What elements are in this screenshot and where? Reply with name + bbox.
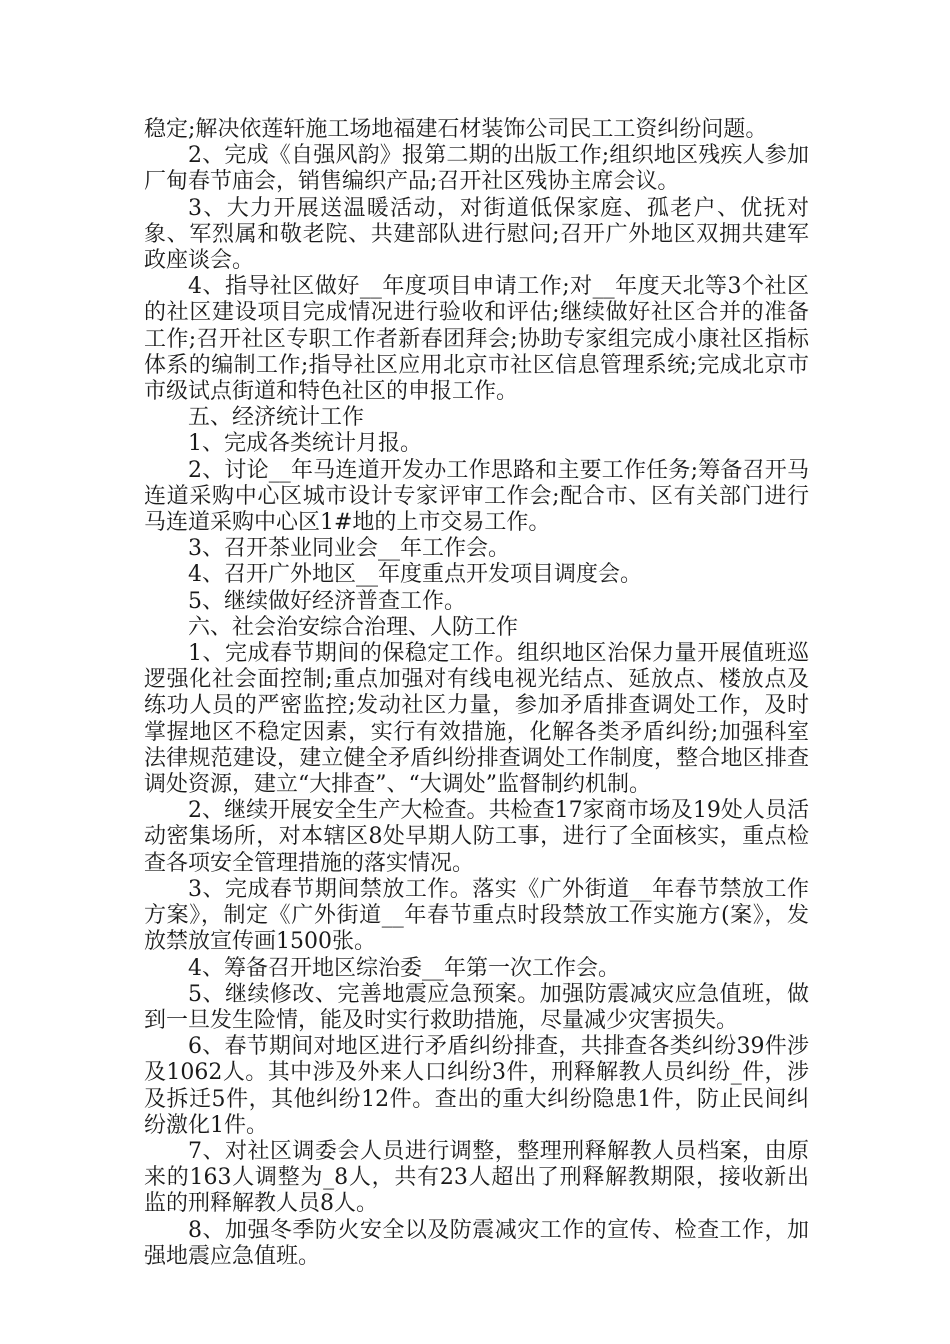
- paragraph: 2、完成《自强风韵》报第二期的出版工作;组织地区残疾人参加厂甸春节庙会，销售编织产品;召开社区残协主席会议。: [144, 143, 809, 195]
- document-body: [144, 117, 809, 1270]
- paragraph: 7、对社区调委会人员进行调整，整理刑释解教人员档案，由原来的163人调整为_8人，共有23人超出了刑释解教期限，接收新出监的刑释解教人员8人。: [144, 1138, 809, 1217]
- section-heading: 六、社会治安综合治理、人防工作: [188, 614, 519, 640]
- paragraph-continuation: 稳定;解决依莲轩施工场地福建石材装饰公司民工工资纠纷问题。: [144, 117, 768, 142]
- paragraph: 4、召开广外地区__年度重点开发项目调度会。: [188, 562, 642, 588]
- paragraph: 4、筹备召开地区综治委__年第一次工作会。: [188, 955, 620, 981]
- paragraph: 6、春节期间对地区进行矛盾纠纷排查，共排查各类纠纷39件涉及1062人。其中涉及外来人口纠纷3件，刑释解教人员纠纷_件，涉及拆迁5件，其他纠纷12件。查出的重大纠纷隐患1件，防止民间纠纷激化1件。: [144, 1034, 809, 1138]
- paragraph: 3、大力开展送温暖活动，对街道低保家庭、孤老户、优抚对象、军烈属和敬老院、共建部队进行慰问;召开广外地区双拥共建军政座谈会。: [144, 195, 809, 274]
- paragraph: 4、指导社区做好__年度项目申请工作;对__年度天北等3个社区的社区建设项目完成情况进行验收和评估;继续做好社区合并的准备工作;召开社区专职工作者新春团拜会;协助专家组完成小康社区指标体系的编制工作;指导社区应用北京市社区信息管理系统;完成北京市市级试点街道和特色社区的申报工作。: [144, 274, 809, 405]
- section-heading: 五、经济统计工作: [188, 405, 365, 431]
- paragraph: 1、完成各类统计月报。: [188, 431, 422, 457]
- paragraph: 1、完成春节期间的保稳定工作。组织地区治保力量开展值班巡逻强化社会面控制;重点加强对有线电视光结点、延放点、楼放点及练功人员的严密监控;发动社区力量，参加矛盾排查调处工作，及时掌握地区不稳定因素，实行有效措施，化解各类矛盾纠纷;加强科室法律规范建设，建立健全矛盾纠纷排查调处工作制度，整合地区排查调处资源，建立“大排查”、“大调处”监督制约机制。: [144, 641, 809, 798]
- paragraph: 5、继续修改、完善地震应急预案。加强防震减灾应急值班，做到一旦发生险情，能及时实行救助措施，尽量减少灾害损失。: [144, 981, 809, 1033]
- paragraph: 2、讨论__年马连道开发办工作思路和主要工作任务;筹备召开马连道采购中心区城市设计专家评审工作会;配合市、区有关部门进行马连道采购中心区1#地的上市交易工作。: [144, 457, 809, 536]
- paragraph: 3、完成春节期间禁放工作。落实《广外街道__年春节禁放工作方案》，制定《广外街道__年春节重点时段禁放工作实施方(案》，发放禁放宣传画1500张。: [144, 876, 809, 955]
- paragraph: 5、继续做好经济普查工作。: [188, 588, 466, 614]
- paragraph: 3、召开茶业同业会__年工作会。: [188, 536, 510, 562]
- paragraph: 8、加强冬季防火安全以及防震减灾工作的宣传、检查工作，加强地震应急值班。: [144, 1217, 809, 1269]
- paragraph: 2、继续开展安全生产大检查。共检查17家商市场及19处人员活动密集场所，对本辖区8处早期人防工事，进行了全面核实，重点检查各项安全管理措施的落实情况。: [144, 798, 809, 876]
